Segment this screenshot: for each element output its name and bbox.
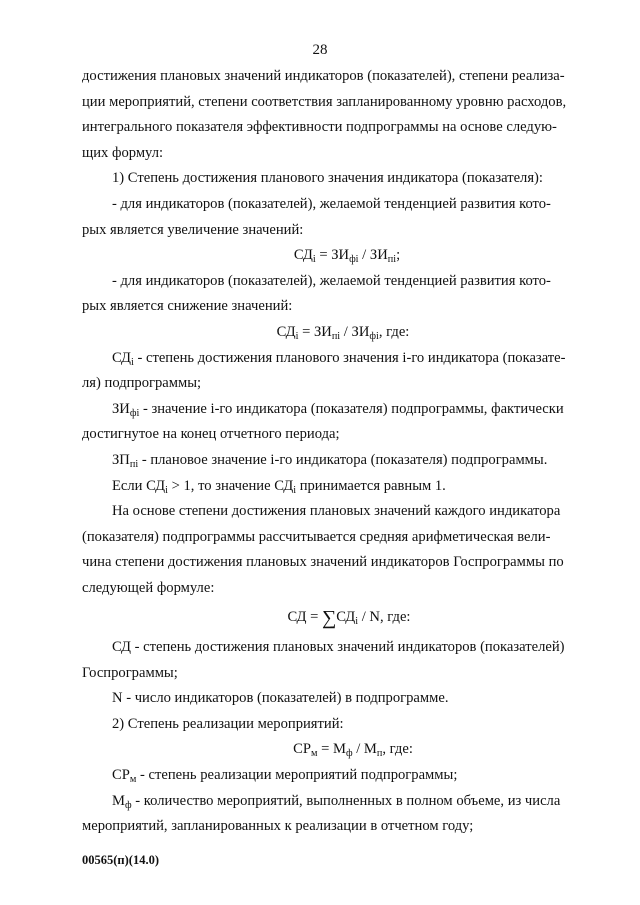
text-line: достигнутое на конец отчетного периода; [82,426,340,443]
formula-measures: $СР_м = М_ф / М_п$, где: [293,741,413,760]
footer-code: 00565(п)(14.0) [82,853,159,867]
page-number: 28 [312,42,328,58]
text-line: рых является снижение значений: [82,298,293,315]
text-line: N - число индикаторов (показателей) в подпрограмме. [112,690,449,707]
text-line: СД - степень достижения плановых значений индикаторов (показателей) [112,639,565,656]
text-line: мероприятий, запланированных к реализации в отчетном году; [82,818,474,835]
text-line: 1) Степень достижения планового значения индикатора (показателя): [112,170,543,187]
definition-sdi: $СД_i$ - степень достижения планового значения i-го индикатора (показате- [112,349,566,368]
text-line: рых является увеличение значений: [82,221,304,238]
definition-zifi: $ЗИ_{фi}$ - значение i-го индикатора (показателя) подпрограммы, фактически [112,400,564,419]
text-line: следующей формуле: [82,579,215,596]
text-line: чина степени достижения плановых значений индикаторов Госпрограммы по [82,554,564,571]
text-line: достижения плановых значений индикаторов (показателей), степени реализа- [82,68,565,84]
text-line: (показателя) подпрограммы рассчитывается средняя арифметическая вели- [82,528,551,545]
text-line: - для индикаторов (показателей), желаемой тенденцией развития кото- [112,272,551,289]
text-line: ции мероприятий, степени соответствия запланированному уровню расходов, [82,93,567,110]
formula-increase: $СД_i = ЗИ_{фi} / ЗИ_{пi}$; [293,247,401,266]
formula-decrease: $СД_i = ЗИ_{пi} / ЗИ_{фi}$, где: [276,323,410,342]
definition-zppi: $ЗП_{пi}$ - плановое значение i-го индикатора (показателя) подпрограммы. [112,451,548,470]
text-line: ля) подпрограммы; [82,375,202,392]
condition-line: Если $СД_i > 1$, то значение $СД_i$ принимается равным 1. [112,477,446,496]
text-line: интегрального показателя эффективности подпрограммы на основе следую- [82,119,557,136]
definition-mf: $М_ф$ - количество мероприятий, выполненных в полном объеме, из числа [112,792,561,811]
definition-srm: $СР_м$ - степень реализации мероприятий подпрограммы; [112,767,458,786]
sum-symbol: ∑ [322,607,337,630]
text-line: щих формул: [82,144,164,161]
text-line: 2) Степень реализации мероприятий: [112,715,344,732]
text-line: На основе степени достижения плановых значений каждого индикатора [112,503,561,520]
text-line: - для индикаторов (показателей), желаемой тенденцией развития кото- [112,195,551,212]
document-body [82,64,584,840]
text-line: Госпрограммы; [82,664,178,681]
formula-average: СД = $\sum СД_i$ / N, где: [287,607,411,630]
